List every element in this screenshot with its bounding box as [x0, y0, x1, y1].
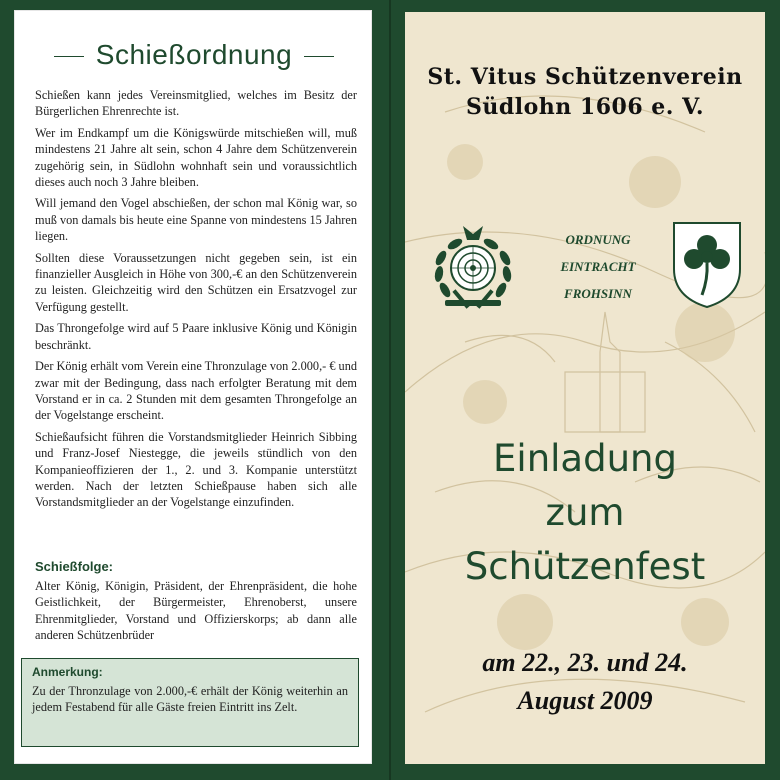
shooting-target-wreath-icon — [425, 218, 521, 314]
right-panel — [405, 12, 765, 764]
invite-line-3: Schützenfest — [464, 545, 706, 588]
shooting-rules-title — [15, 39, 373, 71]
shooting-order-text: Alter König, Königin, Präsident, der Ehrenpräsident, die hohe Geistlichkeit, der Bürgermeister, Ehrenoberst, unsere Ehrenmitglieder, Vorstand und Offizierskorps; ab dann alle anderen Schützenbrüder — [35, 579, 357, 643]
rule-paragraph: Der König erhält vom Verein eine Thronzulage von 2.000,- € und zwar mit der Bedingung, dass nach erfolgter Beratung mit dem Vorstand er in ca. 2 Stunden mit dem gesamten Throngefolge an der Vogelstange erscheint. — [35, 359, 357, 423]
motto-unity: EINTRACHT — [560, 259, 636, 274]
title-text: Schießordnung — [95, 39, 293, 70]
motto-joy: FROHSINN — [564, 286, 632, 301]
event-dates — [405, 644, 765, 720]
club-name — [405, 62, 765, 122]
rule-paragraph: Wer im Endkampf um die Königswürde mitschießen will, muß mindestens 21 Jahre alt sein, schon 4 Jahre dem Schützenverein zugehörig sein, in Südlohn wohnhaft sein und voraussichtlich dieses auch noch 3 Jahre bleiben. — [35, 125, 357, 190]
motto-order: ORDNUNG — [565, 232, 631, 247]
invite-line-1: Einladung — [493, 437, 677, 480]
cloverleaf-shield-icon — [670, 219, 744, 311]
invite-line-2: zum — [545, 491, 625, 534]
dates-line-2: August 2009 — [517, 686, 653, 715]
rule-paragraph: Schießaufsicht führen die Vorstandsmitglieder Heinrich Sibbing und Franz-Josef Niestegge, die jeweils stündlich von den Kompanieoffizieren der 1., 2. und 3. Kompanie unterstützt werden. Nach der letzten Schießpause haben sich alle Vorstandsmitglieder an der Vogelstange einzufinden. — [35, 429, 357, 510]
rule-paragraph: Sollten diese Voraussetzungen nicht gegeben sein, ist ein finanzieller Ausgleich in Höhe von 300,-€ an den Schützenverein zu leisten. Gleichzeitig wird den Schützen ein Ersatzvogel zur Verfügung gestellt. — [35, 250, 357, 314]
rule-paragraph: Schießen kann jedes Vereinsmitglied, welches im Besitz der Bürgerlichen Ehrenrechte ist. — [35, 88, 357, 119]
shooting-order-heading: Schießfolge: — [35, 559, 114, 574]
title-dash-right — [304, 56, 334, 58]
rules-text — [35, 87, 357, 516]
title-dash-left — [54, 56, 84, 58]
rule-paragraph: Das Throngefolge wird auf 5 Paare inklusive König und Königin beschränkt. — [35, 321, 357, 352]
fold-line — [389, 0, 391, 780]
club-name-line-2: Südlohn 1606 e. V. — [465, 94, 705, 120]
club-name-line-1: St. Vitus Schützenverein — [427, 64, 743, 90]
club-motto — [533, 226, 663, 307]
left-panel — [14, 10, 372, 764]
note-box — [21, 658, 359, 747]
dates-line-1: am 22., 23. und 24. — [482, 648, 688, 677]
note-text: Zu der Thronzulage von 2.000,-€ erhält der König weiterhin an jedem Festabend für alle Gäste freien Eintritt ins Zelt. — [32, 684, 348, 715]
note-heading: Anmerkung: — [32, 665, 103, 679]
rule-paragraph: Will jemand den Vogel abschießen, der schon mal König war, so muß von damals bis heute eine Spanne von mindestens 15 Jahren liegen. — [35, 196, 357, 244]
invitation-headline — [405, 432, 765, 594]
